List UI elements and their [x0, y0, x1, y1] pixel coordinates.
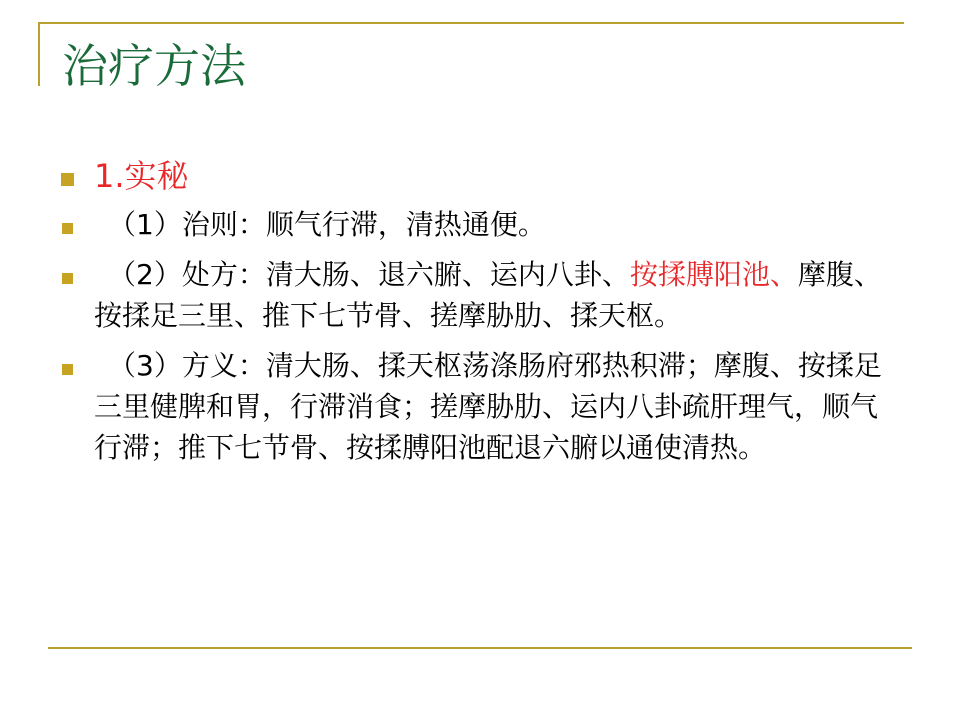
- bullet-item-rationale: [58, 345, 908, 468]
- bullet-item-heading: [58, 152, 908, 200]
- bullet-text: [94, 152, 884, 200]
- bullet-text: [94, 204, 884, 245]
- square-bullet-icon: [62, 223, 73, 234]
- left-divider: [38, 22, 40, 86]
- bullet-text: [94, 254, 884, 336]
- top-divider: [38, 22, 904, 24]
- prescription-text-part1: （2）处方：清大肠、退六腑、运内八卦、: [94, 258, 630, 291]
- principle-text: （1）治则：顺气行滞，清热通便。: [94, 208, 546, 241]
- prescription-highlight: 按揉膊阳池、: [629, 258, 798, 291]
- bottom-divider: [48, 647, 912, 649]
- square-bullet-icon: [62, 364, 73, 375]
- heading-text: 1.实秘: [94, 157, 189, 195]
- bullet-text: [94, 345, 884, 468]
- bullet-item-principle: [58, 204, 908, 245]
- prescription-text-part2: 摩腹、按揉足三里、推下七节骨、搓摩胁肋、揉天枢。: [94, 258, 882, 332]
- slide-title: 治疗方法: [62, 39, 246, 93]
- rationale-text: （3）方义：清大肠、揉天枢荡涤肠府邪热积滞；摩腹、按揉足三里健脾和胃，行滞消食；搓摩胁肋、运内八卦疏肝理气，顺气行滞；推下七节骨、按揉膊阳池配退六腑以通使清热。: [94, 349, 882, 464]
- square-bullet-icon: [61, 173, 74, 186]
- bullet-list: [58, 152, 908, 477]
- square-bullet-icon: [62, 273, 73, 284]
- bullet-item-prescription: [58, 254, 908, 336]
